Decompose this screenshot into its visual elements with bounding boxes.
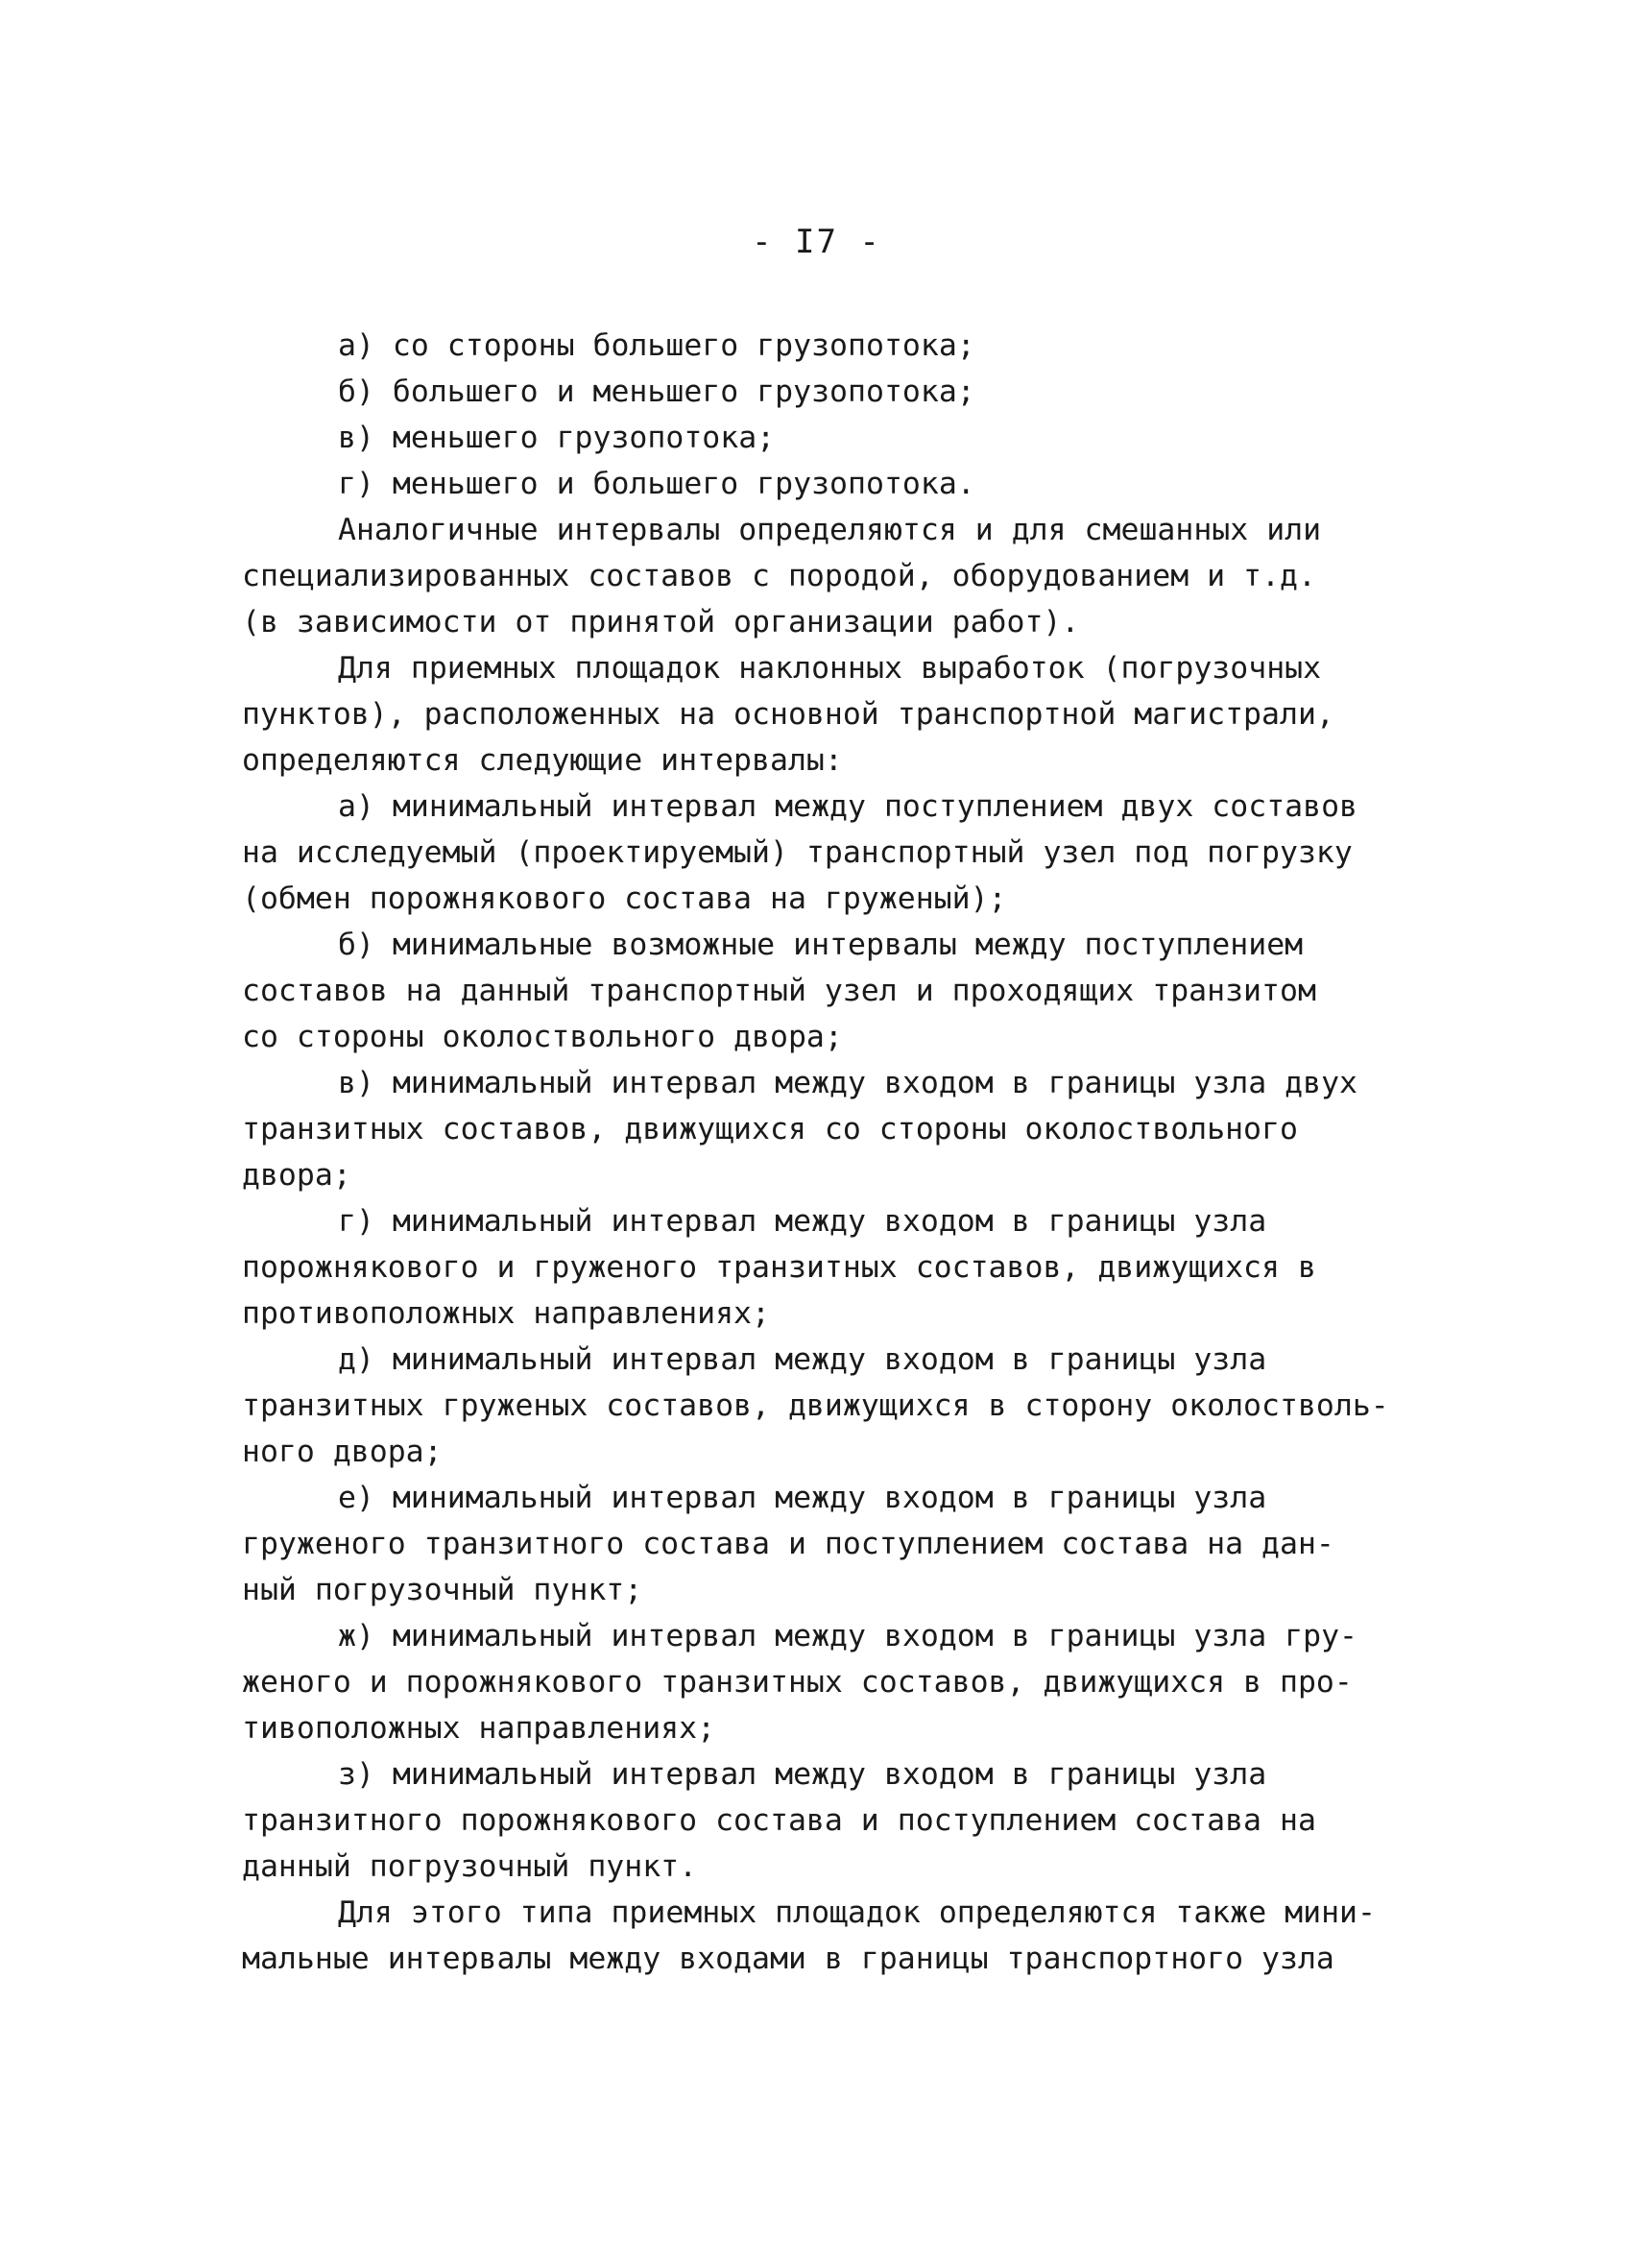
text-line: женого и порожнякового транзитных составов, движущихся в про- — [242, 1665, 1353, 1700]
text-line: специализированных составов с породой, оборудованием и т.д. — [242, 559, 1316, 593]
text-line: порожнякового и груженого транзитных составов, движущихся в — [242, 1250, 1316, 1285]
text-line: составов на данный транспортный узел и проходящих транзитом — [242, 974, 1316, 1008]
text-line: тивоположных направлениях; — [242, 1711, 716, 1746]
text-line: ж) минимальный интервал между входом в границы узла гру- — [338, 1619, 1358, 1653]
text-line: а) минимальный интервал между поступлением двух составов — [338, 789, 1358, 824]
text-line: в) минимальный интервал между входом в границы узла двух — [338, 1066, 1358, 1100]
text-line: Для этого типа приемных площадок определяются также мини- — [338, 1895, 1376, 1930]
text-line: (обмен порожнякового состава на груженый); — [242, 881, 1007, 916]
text-line: транзитных груженых составов, движущихся в сторону околостволь- — [242, 1388, 1389, 1423]
text-line: данный погрузочный пункт. — [242, 1849, 698, 1884]
text-line: з) минимальный интервал между входом в границы узла — [338, 1757, 1267, 1792]
text-line: е) минимальный интервал между входом в границы узла — [338, 1481, 1267, 1515]
text-line: г) минимальный интервал между входом в границы узла — [338, 1204, 1267, 1239]
text-line: мальные интервалы между входами в границы транспортного узла — [242, 1942, 1334, 1976]
text-line: (в зависимости от принятой организации работ). — [242, 605, 1080, 639]
text-line: а) со стороны большего грузопотока; — [338, 328, 975, 363]
text-line: транзитного порожнякового состава и поступлением состава на — [242, 1803, 1316, 1838]
text-line: определяются следующие интервалы: — [242, 743, 843, 778]
text-line: транзитных составов, движущихся со стороны околоствольного — [242, 1112, 1298, 1146]
text-line: противоположных направлениях; — [242, 1296, 770, 1331]
text-line: Для приемных площадок наклонных выработок (погрузочных — [338, 651, 1322, 686]
text-line: со стороны околоствольного двора; — [242, 1020, 843, 1054]
page-number: - I7 - — [752, 223, 881, 261]
document-body — [242, 323, 1432, 1982]
text-line: ного двора; — [242, 1435, 443, 1469]
text-line: в) меньшего грузопотока; — [338, 421, 776, 455]
text-line: г) меньшего и большего грузопотока. — [338, 467, 975, 501]
text-line: Аналогичные интервалы определяются и для смешанных или — [338, 513, 1322, 547]
text-line: двора; — [242, 1158, 351, 1193]
text-line: д) минимальный интервал между входом в границы узла — [338, 1342, 1267, 1377]
text-line: на исследуемый (проектируемый) транспортный узел под погрузку — [242, 835, 1353, 870]
text-line: б) большего и меньшего грузопотока; — [338, 374, 975, 409]
text-line: ный погрузочный пункт; — [242, 1573, 643, 1607]
text-line: пунктов), расположенных на основной транспортной магистрали, — [242, 697, 1334, 732]
text-line: груженого транзитного состава и поступлением состава на дан- — [242, 1527, 1334, 1561]
text-line: б) минимальные возможные интервалы между поступлением — [338, 928, 1304, 962]
